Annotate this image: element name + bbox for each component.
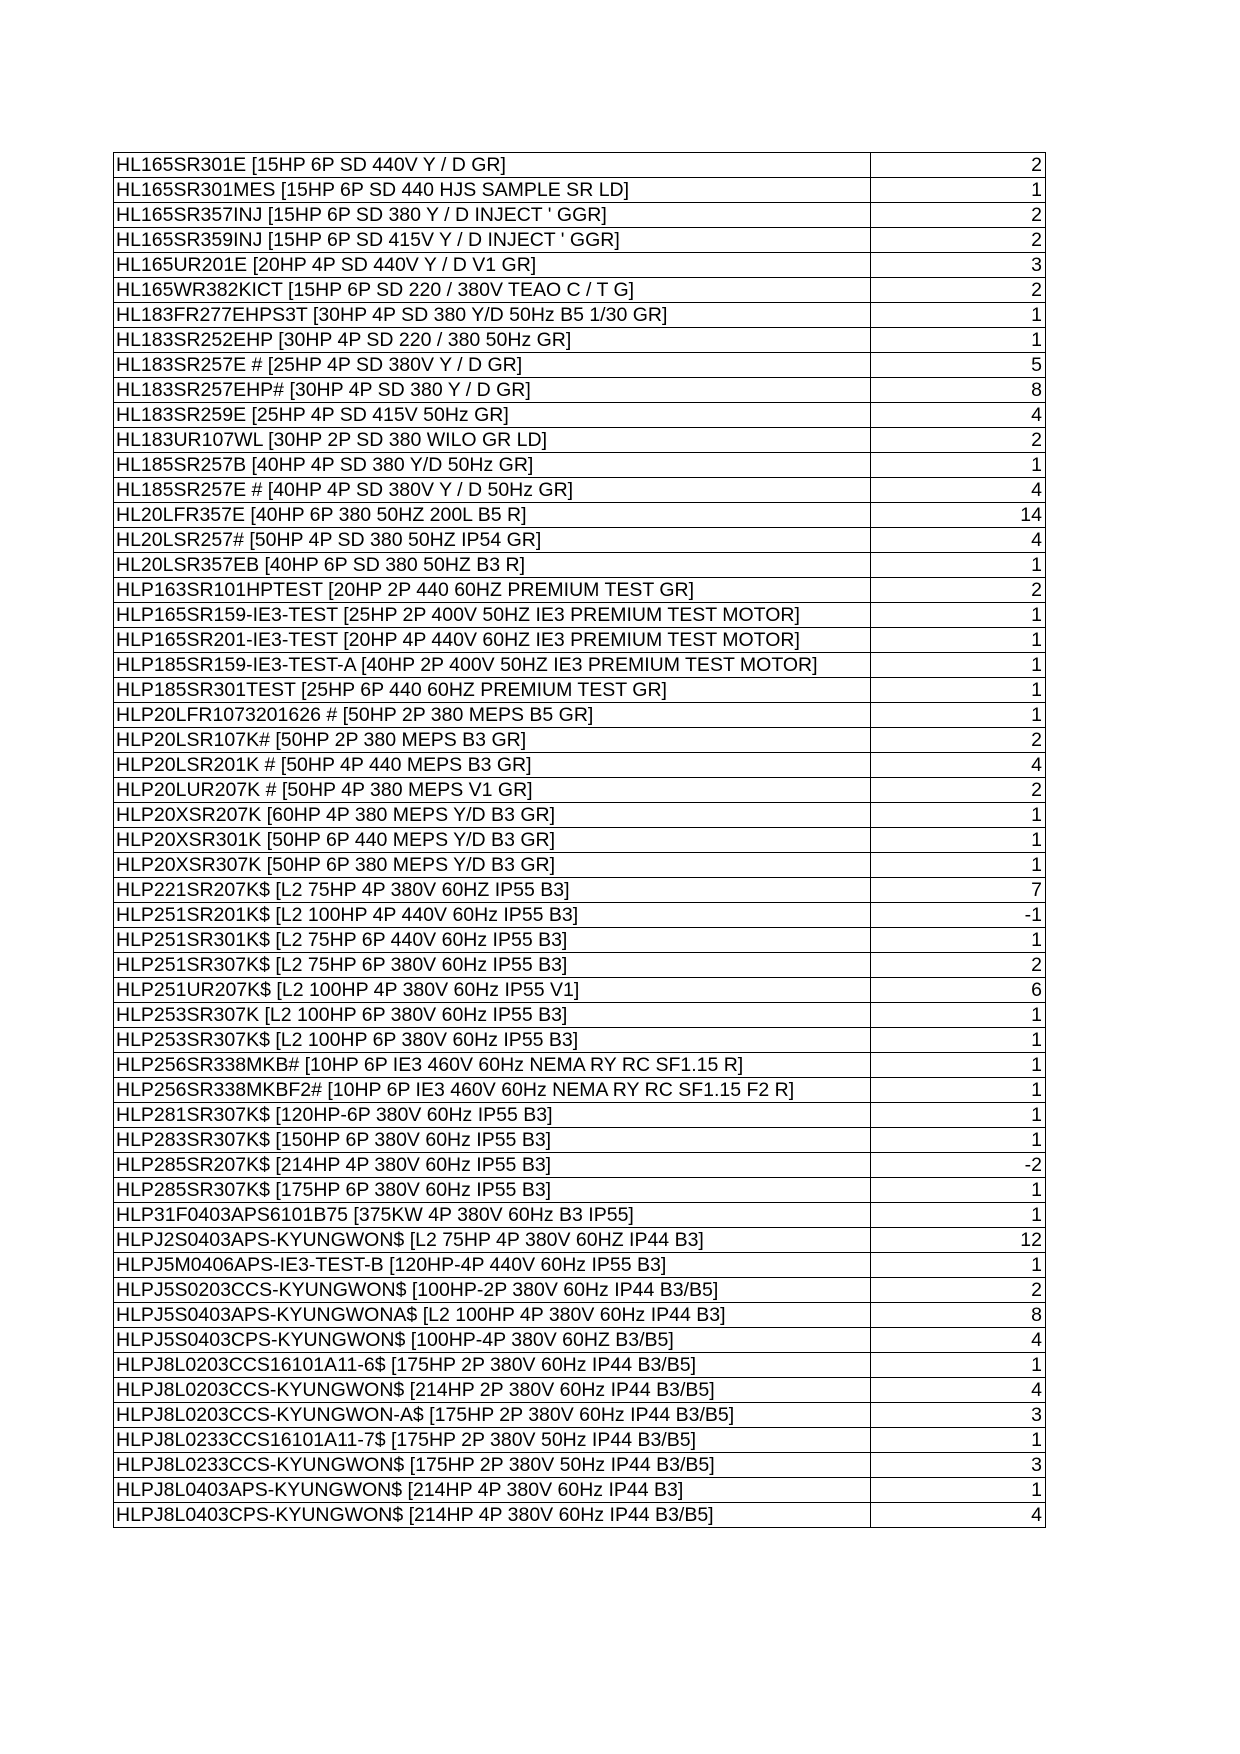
item-quantity-cell: 1 [871,178,1046,203]
table-row [114,1253,1046,1278]
item-quantity-cell: 2 [871,728,1046,753]
item-quantity-cell: 12 [871,1228,1046,1253]
table-row [114,403,1046,428]
item-description-cell: HLPJ8L0233CCS16101A11-7$ [175HP 2P 380V 50Hz IP44 B3/B5] [114,1428,871,1453]
table-row [114,1153,1046,1178]
item-quantity-cell: 1 [871,928,1046,953]
item-description-cell: HLP251SR201K$ [L2 100HP 4P 440V 60Hz IP55 B3] [114,903,871,928]
item-quantity-cell: 4 [871,753,1046,778]
item-description-cell: HLP20LFR1073201626 # [50HP 2P 380 MEPS B5 GR] [114,703,871,728]
item-quantity-cell: 14 [871,503,1046,528]
item-description-cell: HLP20XSR301K [50HP 6P 440 MEPS Y/D B3 GR] [114,828,871,853]
table-row [114,178,1046,203]
item-description-cell: HL20LFR357E [40HP 6P 380 50HZ 200L B5 R] [114,503,871,528]
item-description-cell: HLPJ8L0203CCS16101A11-6$ [175HP 2P 380V 60Hz IP44 B3/B5] [114,1353,871,1378]
item-quantity-cell: 1 [871,1478,1046,1503]
table-row [114,503,1046,528]
item-description-cell: HL165SR301MES [15HP 6P SD 440 HJS SAMPLE SR LD] [114,178,871,203]
item-description-cell: HLP283SR307K$ [150HP 6P 380V 60Hz IP55 B3] [114,1128,871,1153]
item-quantity-cell: 6 [871,978,1046,1003]
table-row [114,1378,1046,1403]
table-row [114,353,1046,378]
item-quantity-cell: 1 [871,1253,1046,1278]
item-description-cell: HL165SR301E [15HP 6P SD 440V Y / D GR] [114,153,871,178]
item-quantity-cell: 3 [871,253,1046,278]
table-row [114,378,1046,403]
item-quantity-cell: 7 [871,878,1046,903]
item-quantity-cell: 2 [871,153,1046,178]
table-row [114,428,1046,453]
item-description-cell: HL165WR382KICT [15HP 6P SD 220 / 380V TEAO C / T G] [114,278,871,303]
item-description-cell: HL183UR107WL [30HP 2P SD 380 WILO GR LD] [114,428,871,453]
item-quantity-cell: 1 [871,1428,1046,1453]
item-quantity-cell: 1 [871,303,1046,328]
item-description-cell: HLPJ5M0406APS-IE3-TEST-B [120HP-4P 440V 60Hz IP55 B3] [114,1253,871,1278]
item-description-cell: HLPJ8L0403CPS-KYUNGWON$ [214HP 4P 380V 60Hz IP44 B3/B5] [114,1503,871,1528]
table-row [114,1078,1046,1103]
item-quantity-cell: 1 [871,1003,1046,1028]
table-row [114,1103,1046,1128]
table-row [114,278,1046,303]
item-description-cell: HLPJ5S0403CPS-KYUNGWON$ [100HP-4P 380V 60HZ B3/B5] [114,1328,871,1353]
table-row [114,1228,1046,1253]
item-description-cell: HLP20XSR207K [60HP 4P 380 MEPS Y/D B3 GR] [114,803,871,828]
table-row [114,953,1046,978]
item-quantity-cell: 2 [871,578,1046,603]
table-row [114,828,1046,853]
item-quantity-cell: 2 [871,778,1046,803]
item-quantity-cell: 1 [871,803,1046,828]
item-description-cell: HL183SR257EHP# [30HP 4P SD 380 Y / D GR] [114,378,871,403]
table-row [114,678,1046,703]
item-quantity-cell: 1 [871,653,1046,678]
item-quantity-cell: 1 [871,1078,1046,1103]
item-quantity-cell: 1 [871,603,1046,628]
item-quantity-cell: 1 [871,1028,1046,1053]
item-description-cell: HL165UR201E [20HP 4P SD 440V Y / D V1 GR] [114,253,871,278]
item-description-cell: HLP163SR101HPTEST [20HP 2P 440 60HZ PREMIUM TEST GR] [114,578,871,603]
item-description-cell: HLP253SR307K [L2 100HP 6P 380V 60Hz IP55 B3] [114,1003,871,1028]
item-quantity-cell: 4 [871,1378,1046,1403]
table-row [114,1503,1046,1528]
item-description-cell: HLP185SR301TEST [25HP 6P 440 60HZ PREMIUM TEST GR] [114,678,871,703]
item-quantity-cell: 1 [871,703,1046,728]
item-description-cell: HLP256SR338MKBF2# [10HP 6P IE3 460V 60Hz NEMA RY RC SF1.15 F2 R] [114,1078,871,1103]
table-row [114,1178,1046,1203]
table-row [114,878,1046,903]
item-quantity-cell: -1 [871,903,1046,928]
item-quantity-cell: 1 [871,678,1046,703]
item-quantity-cell: 2 [871,953,1046,978]
item-description-cell: HL183SR259E [25HP 4P SD 415V 50Hz GR] [114,403,871,428]
item-quantity-cell: 1 [871,553,1046,578]
table-row [114,228,1046,253]
item-description-cell: HLPJ2S0403APS-KYUNGWON$ [L2 75HP 4P 380V 60HZ IP44 B3] [114,1228,871,1253]
table-row [114,253,1046,278]
table-row [114,1403,1046,1428]
table-row [114,153,1046,178]
item-quantity-cell: 4 [871,528,1046,553]
table-row [114,803,1046,828]
item-description-cell: HLP20LUR207K # [50HP 4P 380 MEPS V1 GR] [114,778,871,803]
item-quantity-cell: 3 [871,1453,1046,1478]
table-row [114,553,1046,578]
item-description-cell: HLP20LSR107K# [50HP 2P 380 MEPS B3 GR] [114,728,871,753]
table-row [114,303,1046,328]
table-row [114,1453,1046,1478]
item-quantity-cell: 1 [871,853,1046,878]
item-description-cell: HL183FR277EHPS3T [30HP 4P SD 380 Y/D 50Hz B5 1/30 GR] [114,303,871,328]
table-row [114,753,1046,778]
item-description-cell: HLP285SR207K$ [214HP 4P 380V 60Hz IP55 B3] [114,1153,871,1178]
item-quantity-cell: 4 [871,1328,1046,1353]
table-row [114,728,1046,753]
item-description-cell: HLP251SR307K$ [L2 75HP 6P 380V 60Hz IP55 B3] [114,953,871,978]
item-description-cell: HLP251UR207K$ [L2 100HP 4P 380V 60Hz IP55 V1] [114,978,871,1003]
table-row [114,328,1046,353]
table-row [114,653,1046,678]
table-row [114,1203,1046,1228]
item-quantity-cell: 3 [871,1403,1046,1428]
table-row [114,528,1046,553]
item-quantity-cell: 1 [871,1353,1046,1378]
table-row [114,628,1046,653]
item-quantity-cell: 2 [871,278,1046,303]
table-row [114,978,1046,1003]
table-row [114,1353,1046,1378]
table-row [114,453,1046,478]
item-quantity-cell: 2 [871,1278,1046,1303]
item-quantity-cell: 1 [871,828,1046,853]
item-quantity-cell: 1 [871,328,1046,353]
table-row [114,778,1046,803]
item-description-cell: HLP165SR159-IE3-TEST [25HP 2P 400V 50HZ IE3 PREMIUM TEST MOTOR] [114,603,871,628]
item-quantity-cell: 1 [871,1128,1046,1153]
table-row [114,1028,1046,1053]
table-row [114,1478,1046,1503]
item-quantity-cell: 8 [871,1303,1046,1328]
item-description-cell: HL20LSR257# [50HP 4P SD 380 50HZ IP54 GR] [114,528,871,553]
item-description-cell: HLP253SR307K$ [L2 100HP 6P 380V 60Hz IP55 B3] [114,1028,871,1053]
item-description-cell: HLP20LSR201K # [50HP 4P 440 MEPS B3 GR] [114,753,871,778]
item-quantity-cell: 2 [871,428,1046,453]
table-row [114,853,1046,878]
item-quantity-cell: 1 [871,1203,1046,1228]
item-description-cell: HL165SR357INJ [15HP 6P SD 380 Y / D INJECT ' GGR] [114,203,871,228]
item-description-cell: HLPJ5S0203CCS-KYUNGWON$ [100HP-2P 380V 60Hz IP44 B3/B5] [114,1278,871,1303]
item-quantity-cell: 1 [871,628,1046,653]
table-row [114,703,1046,728]
item-quantity-cell: -2 [871,1153,1046,1178]
item-description-cell: HLP251SR301K$ [L2 75HP 6P 440V 60Hz IP55 B3] [114,928,871,953]
item-description-cell: HLPJ8L0233CCS-KYUNGWON$ [175HP 2P 380V 50Hz IP44 B3/B5] [114,1453,871,1478]
item-description-cell: HLPJ5S0403APS-KYUNGWONA$ [L2 100HP 4P 380V 60Hz IP44 B3] [114,1303,871,1328]
table-row [114,928,1046,953]
item-quantity-cell: 1 [871,1103,1046,1128]
item-description-cell: HL20LSR357EB [40HP 6P SD 380 50HZ B3 R] [114,553,871,578]
item-description-cell: HLPJ8L0403APS-KYUNGWON$ [214HP 4P 380V 60Hz IP44 B3] [114,1478,871,1503]
item-quantity-cell: 1 [871,1178,1046,1203]
table-row [114,1003,1046,1028]
item-quantity-cell: 5 [871,353,1046,378]
item-quantity-cell: 4 [871,478,1046,503]
item-description-cell: HL185SR257E # [40HP 4P SD 380V Y / D 50Hz GR] [114,478,871,503]
table-row [114,1428,1046,1453]
table-row [114,1278,1046,1303]
item-description-cell: HLP31F0403APS6101B75 [375KW 4P 380V 60Hz B3 IP55] [114,1203,871,1228]
item-description-cell: HLPJ8L0203CCS-KYUNGWON$ [214HP 2P 380V 60Hz IP44 B3/B5] [114,1378,871,1403]
item-quantity-cell: 2 [871,228,1046,253]
table-row [114,478,1046,503]
table-row [114,578,1046,603]
item-description-cell: HLP221SR207K$ [L2 75HP 4P 380V 60HZ IP55 B3] [114,878,871,903]
table-row [114,1053,1046,1078]
item-description-cell: HLP285SR307K$ [175HP 6P 380V 60Hz IP55 B3] [114,1178,871,1203]
item-quantity-cell: 2 [871,203,1046,228]
table-row [114,1128,1046,1153]
inventory-table [113,152,1046,1528]
table-row [114,1303,1046,1328]
item-description-cell: HL183SR257E # [25HP 4P SD 380V Y / D GR] [114,353,871,378]
item-description-cell: HL165SR359INJ [15HP 6P SD 415V Y / D INJECT ' GGR] [114,228,871,253]
item-description-cell: HLP165SR201-IE3-TEST [20HP 4P 440V 60HZ IE3 PREMIUM TEST MOTOR] [114,628,871,653]
table-row [114,903,1046,928]
table-row [114,1328,1046,1353]
item-description-cell: HL183SR252EHP [30HP 4P SD 220 / 380 50Hz GR] [114,328,871,353]
table-row [114,603,1046,628]
item-description-cell: HLP256SR338MKB# [10HP 6P IE3 460V 60Hz NEMA RY RC SF1.15 R] [114,1053,871,1078]
item-quantity-cell: 1 [871,453,1046,478]
item-description-cell: HL185SR257B [40HP 4P SD 380 Y/D 50Hz GR] [114,453,871,478]
table-row [114,203,1046,228]
item-quantity-cell: 1 [871,1053,1046,1078]
item-quantity-cell: 4 [871,403,1046,428]
item-description-cell: HLPJ8L0203CCS-KYUNGWON-A$ [175HP 2P 380V 60Hz IP44 B3/B5] [114,1403,871,1428]
item-description-cell: HLP20XSR307K [50HP 6P 380 MEPS Y/D B3 GR] [114,853,871,878]
item-quantity-cell: 4 [871,1503,1046,1528]
item-quantity-cell: 8 [871,378,1046,403]
item-description-cell: HLP281SR307K$ [120HP-6P 380V 60Hz IP55 B3] [114,1103,871,1128]
item-description-cell: HLP185SR159-IE3-TEST-A [40HP 2P 400V 50HZ IE3 PREMIUM TEST MOTOR] [114,653,871,678]
inventory-table-body [114,153,1046,1528]
